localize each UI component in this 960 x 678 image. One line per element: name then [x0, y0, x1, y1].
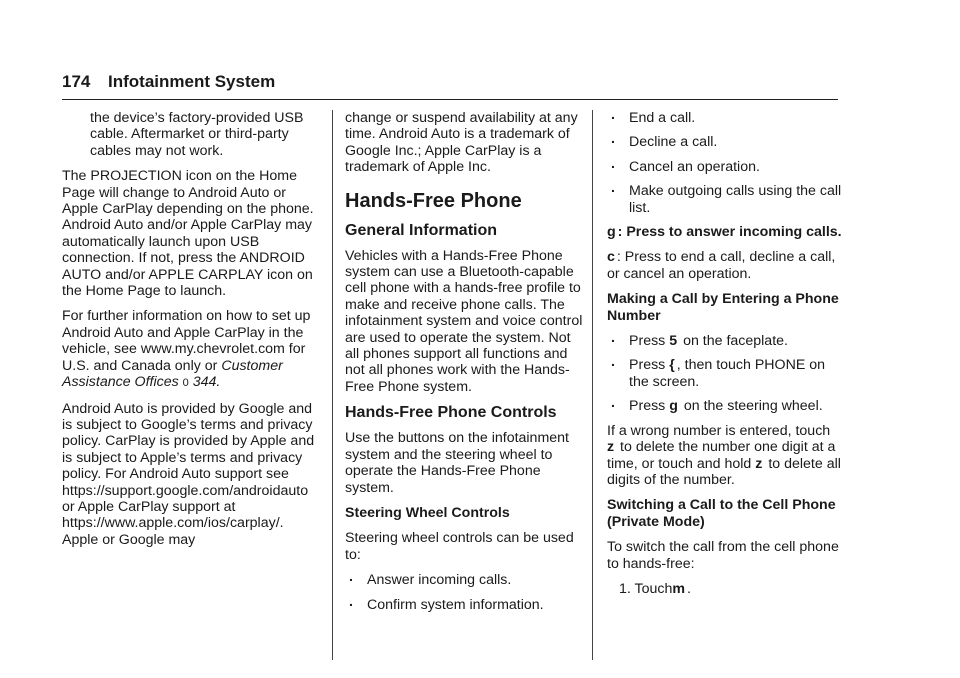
page-number: 174 [62, 72, 91, 91]
backspace-icon: z [607, 439, 615, 456]
column-2 [345, 110, 585, 621]
paragraph: Android Auto is provided by Google and is subject to Google’s terms and privacy policy. CarPlay is provided by Apple and is subject to Apple’s terms and privacy policy. For Android Auto support see https://support.google.com/androidauto or Apple CarPlay support at https://www.apple.com/ios/carplay/. Apple or Google may [62, 400, 315, 548]
paragraph: If a wrong number is entered, touch z to delete the number one digit at a time, or touch and hold z to delete all digits of the number. [607, 422, 841, 488]
end-text: : Press to end a call, decline a call, or cancel an operation. [607, 249, 836, 282]
column-divider-2 [592, 110, 593, 660]
heading-general-information: General Information [345, 221, 498, 239]
list-item: . Make outgoing calls using the call list. [607, 183, 842, 216]
paragraph: Vehicles with a Hands-Free Phone system can use a Bluetooth-capable cell phone with a hands-free profile to make and receive phone calls. The infotainment system and voice control are used to operate the system. Not all phones support all functions and not all phones work with the Hands-Free Phone system. [345, 247, 583, 395]
backspace-icon: z [755, 455, 763, 472]
list-item: . Decline a call. [607, 134, 842, 150]
list-item: . Confirm system information. [345, 597, 585, 613]
paragraph: For further information on how to set up Android Auto and Apple CarPlay in the vehicle, see www.my.chevrolet.com for U.S. and Canada only or Customer Assistance Offices 0 344. [62, 308, 311, 391]
handset-icon: m [672, 580, 686, 597]
list-item: . Cancel an operation. [607, 159, 842, 175]
heading-private-mode: Switching a Call to the Cell Phone (Private Mode) [607, 497, 836, 530]
end-call-icon: c [607, 249, 615, 266]
paragraph-text: For further information on how to set up Android Auto and Apple CarPlay in the vehicle, see www.my.chevrolet.com for U.S. and Canada only or [62, 308, 311, 374]
column-divider-1 [332, 110, 333, 660]
list-item: . Answer incoming calls. [345, 572, 585, 588]
list-item: . End a call. [607, 110, 842, 126]
column-1 [62, 110, 322, 557]
paragraph: Use the buttons on the infotainment system and the steering wheel to operate the Hands-Free Phone system. [345, 430, 569, 496]
answer-text: : Press to answer incoming calls. [617, 224, 842, 241]
heading-making-call: Making a Call by Entering a Phone Number [607, 291, 839, 324]
list-item: . Press g on the steering wheel. [607, 398, 842, 414]
page-reference[interactable]: 344 [192, 374, 217, 391]
paragraph-answer [607, 224, 842, 240]
column-3 [607, 110, 842, 606]
page-header [62, 70, 838, 100]
steering-answer-icon: g [669, 398, 678, 415]
heading-controls: Hands-Free Phone Controls [345, 404, 557, 422]
heading-hands-free-phone: Hands-Free Phone [345, 189, 522, 212]
section-title: Infotainment System [108, 72, 276, 91]
phone-icon: 5 [669, 333, 678, 350]
paragraph: To switch the call from the cell phone to hands-free: [607, 539, 839, 572]
heading-steering-wheel-controls: Steering Wheel Controls [345, 504, 510, 521]
list-item: . Press { , then touch PHONE on the screen. [607, 357, 842, 390]
list-item: . Press 5 on the faceplate. [607, 333, 842, 349]
page-arrow-icon: 0 [182, 377, 189, 390]
home-icon: { [669, 357, 675, 374]
paragraph: change or suspend availability at any time. Android Auto is a trademark of Google Inc.; Apple CarPlay is a trademark of Apple Inc. [345, 110, 578, 176]
list-item: 1. Touchm . [619, 580, 691, 597]
answer-call-icon: g [607, 224, 616, 241]
paragraph: the device’s factory-provided USB cable. Aftermarket or third-party cables may not work. [90, 110, 304, 159]
cross-reference[interactable]: Customer Assistance Offices [62, 357, 283, 391]
paragraph-end [607, 249, 842, 282]
paragraph: Steering wheel controls can be used to: [345, 530, 574, 563]
paragraph: The PROJECTION icon on the Home Page will change to Android Auto or Apple CarPlay depending on the phone. Android Auto and/or Apple CarPlay may automatically launch upon USB connection. If not, press the ANDROID AUTO and/or APPLE CARPLAY icon on the Home Page to launch. [62, 168, 314, 300]
